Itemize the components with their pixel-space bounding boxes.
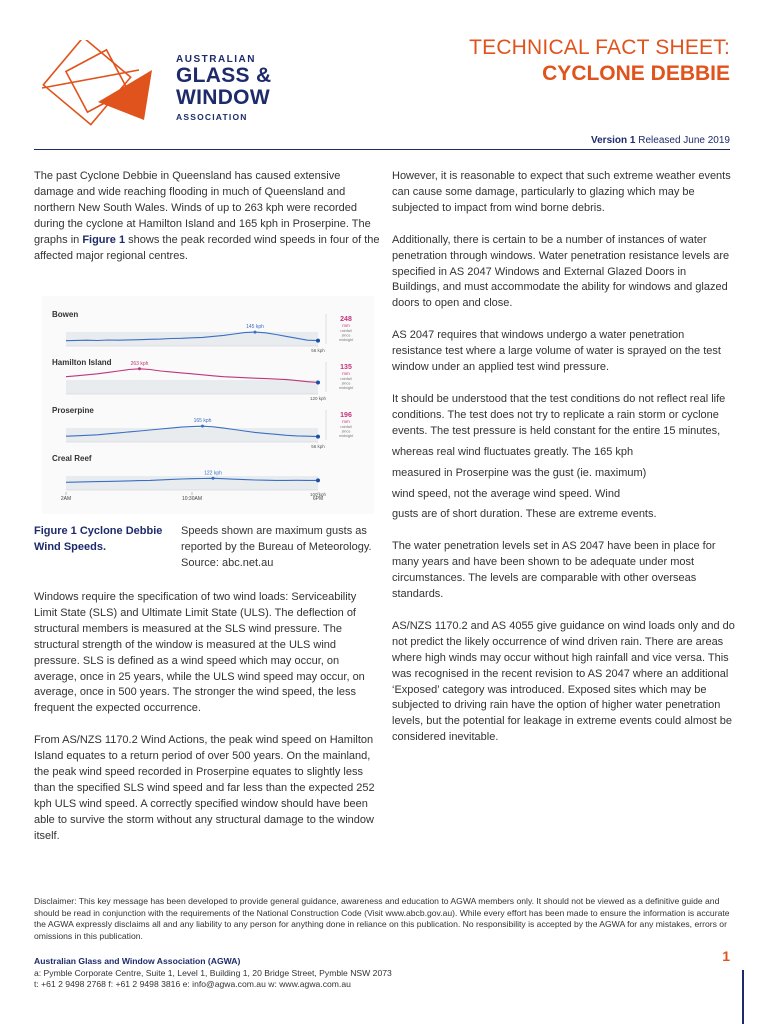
- rain-value: 248: [340, 316, 352, 323]
- peak-point: [138, 367, 141, 370]
- series-label: Bowen: [52, 310, 79, 319]
- series-label: Proserpine: [52, 406, 94, 415]
- title-fact-sheet: TECHNICAL FACT SHEET:: [469, 36, 730, 59]
- right-paragraph-6: AS/NZS 1170.2 and AS 4055 give guidance on wind loads only and do not predict the likely occurrence of wind driven rain. There are areas where high winds may occur without high rainfall and vice versa. This was recognised in the recent revision to AS 2047 where an additional ‘Exposed’ category was introduced. Exposed sites which may be subjected to driving rain have the option of higher water penetration levels, but the potential for leakage in extreme events could almost be considered inevitable.: [392, 619, 735, 744]
- page-number: 1: [722, 948, 730, 964]
- footer-address: a: Pymble Corporate Centre, Suite 1, Level 1, Building 1, 20 Bridge Street, Pymble NSW 2073: [34, 967, 392, 978]
- end-label: 120 kph: [309, 396, 327, 401]
- end-label: 56 kph: [311, 348, 325, 353]
- rain-note: midnight: [338, 434, 354, 438]
- footer-contact: [34, 956, 654, 991]
- series-label: Hamilton Island: [52, 358, 112, 367]
- left-column-intro: [34, 169, 380, 280]
- rain-value: 196: [340, 412, 352, 419]
- right-paragraph-1: However, it is reasonable to expect that such extreme weather events can cause some damage, particularly to glazing which may be subjected to impact from wind borne debris.: [392, 170, 731, 214]
- x-tick-label: 6PM: [312, 496, 324, 502]
- right-paragraph-4c: measured in Proserpine was the gust (ie. maximum): [392, 466, 647, 479]
- version-label: Version 1: [591, 135, 636, 146]
- series-band: [66, 380, 318, 394]
- document-title: [469, 36, 730, 86]
- logo-association: ASSOCIATION: [176, 112, 248, 122]
- right-paragraph-4d: wind speed, not the average wind speed. Wind: [392, 487, 621, 500]
- end-label: 56 kph: [311, 444, 325, 449]
- right-paragraph-3: AS 2047 requires that windows undergo a water penetration resistance test where a large volume of water is sprayed on the test window under an applied test wind pressure.: [392, 329, 721, 374]
- rain-note: since: [341, 333, 351, 338]
- figure-ref: Figure 1: [82, 233, 126, 246]
- rain-note: since: [341, 429, 351, 434]
- right-paragraph-2: Additionally, there is certain to be a number of instances of water penetration through windows. Water penetration resistance levels are specified in AS 2047 Windows and External Glazed Doors in Buildings, and must accommodate the ability for windows and glazed doors to open and close.: [392, 233, 730, 310]
- figure-caption: Figure 1 Cyclone Debbie Wind Speeds.: [34, 525, 163, 553]
- rain-note: rainfall: [340, 425, 352, 429]
- peak-label: 122 kph: [204, 470, 222, 477]
- logo-mark-icon: [34, 40, 174, 140]
- page-edge-rule: [742, 970, 744, 1024]
- wind-loads-paragraph: Windows require the specification of two wind loads: Serviceability Limit State (SLS) and Ultimate Limit State (ULS). The deflection of structural members is measured at the SLS wind pressure. The structural strength of the window is measured at the ULS wind pressure. SLS is defined as a wind speed which may occur, on average, once in 25 years, while the ULS wind speed may occur, on average, once in 500 years. The stronger the wind speed, the less frequent the expected occurrence.: [34, 591, 365, 715]
- left-column-body: [34, 590, 380, 861]
- wind-speed-chart-svg: [42, 296, 374, 514]
- header-divider: [34, 149, 730, 150]
- agwa-logo: [34, 40, 304, 140]
- rain-note: rainfall: [340, 329, 352, 333]
- right-paragraph-4e: gusts are of short duration. These are extreme events.: [392, 508, 657, 521]
- logo-glass: GLASS &: [176, 64, 272, 87]
- logo-wordmark: [176, 54, 271, 122]
- rain-note: since: [341, 381, 351, 386]
- right-paragraph-5: The water penetration levels set in AS 2047 have been in place for many years and have been shown to be adequate under most circumstances. The levels are comparable with other overseas standards.: [392, 540, 716, 601]
- end-point: [316, 478, 320, 482]
- end-point: [316, 380, 320, 384]
- wind-speed-chart: [42, 296, 374, 514]
- figure-note: Speeds shown are maximum gusts as reported by the Bureau of Meteorology. Source: abc.net.au: [181, 525, 372, 569]
- end-point: [316, 339, 320, 343]
- series-band: [66, 332, 318, 346]
- rain-unit: mm: [342, 371, 350, 376]
- footer-org: Australian Glass and Window Association (AGWA): [34, 956, 241, 966]
- version-info: [591, 135, 730, 146]
- rain-note: rainfall: [340, 377, 352, 381]
- version-date: Released June 2019: [638, 135, 730, 146]
- intro-paragraph: The past Cyclone Debbie in Queensland has caused extensive damage and wide reaching flooding in much of Queensland and northern New South Wales. Winds of up to 263 kph were recorded during the cyclone at Hamilton Island and 165 kph in Proserpine. The graphs in Figure 1 shows the peak recorded wind speeds in four of the affected major regional centres.: [34, 170, 380, 262]
- peak-point: [212, 477, 215, 480]
- series-band: [66, 476, 318, 490]
- rain-unit: mm: [342, 419, 350, 424]
- peak-point: [201, 425, 204, 428]
- x-tick-label: 10:30AM: [181, 496, 203, 502]
- right-column: [392, 169, 736, 762]
- rain-note: midnight: [338, 338, 354, 342]
- return-period-paragraph: From AS/NZS 1170.2 Wind Actions, the peak wind speed on Hamilton Island equates to a return period of over 500 years. On the mainland, the peak wind speed recorded in Proserpine equates to slightly less than the specified SLS wind speed and far less than the expected 252 kph ULS wind speed. A correctly specified window should have been able to survive the storm without any structural damage to the window itself.: [34, 734, 375, 842]
- rain-unit: mm: [342, 323, 350, 328]
- footer-contact-line: t: +61 2 9498 2768 f: +61 2 9498 3816 e: info@agwa.com.au w: www.agwa.com.au: [34, 979, 351, 990]
- peak-label: 263 kph: [130, 360, 149, 367]
- x-tick-label: 2AM: [60, 496, 72, 502]
- peak-point: [254, 331, 257, 334]
- logo-window: WINDOW: [176, 86, 270, 109]
- peak-label: 145 kph: [246, 324, 264, 331]
- disclaimer: Disclaimer: This key message has been developed to provide general guidance, awareness and education to AGWA members only. It should not be viewed as a definitive guide and should be read in conjunction with the requirements of the National Construction Code (Visit www.abcb.gov.au). While every effort has been made to ensure the information is accurate the AGWA expressly disclaims all and any liability to any person for anything done in reliance on this publication. No responsibility is accepted by the AGWA for any mistakes, errors or omissions in this publication.: [34, 896, 730, 941]
- title-cyclone: CYCLONE DEBBIE: [542, 62, 730, 85]
- rain-note: midnight: [338, 386, 354, 390]
- peak-label: 165 kph: [193, 418, 212, 425]
- right-paragraph-4b: whereas real wind fluctuates greatly. The 165 kph: [392, 445, 634, 458]
- end-label: 100 kph: [309, 492, 327, 497]
- rain-value: 135: [340, 364, 352, 371]
- series-label: Creal Reef: [52, 454, 92, 463]
- end-point: [316, 435, 320, 439]
- logo-australian: AUSTRALIAN: [176, 54, 256, 65]
- right-paragraph-4: It should be understood that the test conditions do not reflect real life conditions. The test does not try to replicate a rain storm or cyclone events. The test pressure is held constant for the entire 15 minutes,: [392, 392, 726, 437]
